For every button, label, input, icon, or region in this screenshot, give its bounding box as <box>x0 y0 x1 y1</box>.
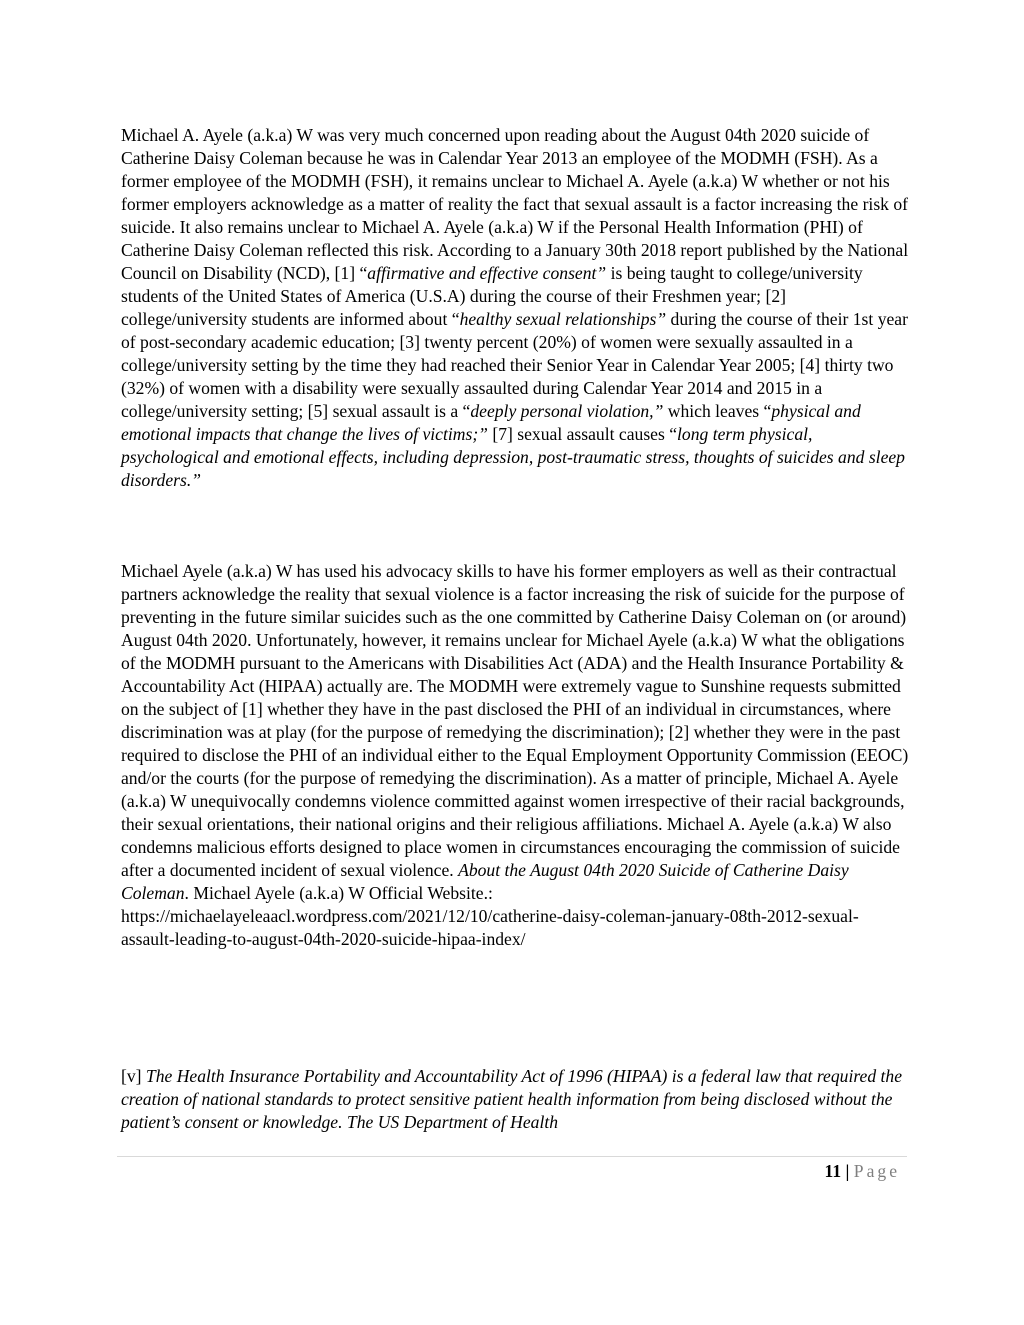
italic-quote: healthy sexual relationships” <box>459 309 667 329</box>
text-run: which leaves “ <box>663 401 772 421</box>
text-run: is being taught to college/university students of the United States of America (U.S.A) during the course of their Freshmen year; [2] college/university students are informed about “ <box>121 263 863 329</box>
italic-quote: affirmative and effective consent” <box>367 263 607 283</box>
italic-quote: deeply personal violation,” <box>470 401 664 421</box>
page-label: Page <box>853 1161 900 1181</box>
text-run-with-url: . Michael Ayele (a.k.a) W Official Website.: https://michaelayeleaacl.wordpress.com/2021/12/10/catherine-daisy-coleman-january-08th-2012-sexual-assault-leading-to-august-04th-2020-suicide-hipaa-index/ <box>121 883 859 949</box>
body-paragraph-1 <box>121 124 911 492</box>
italic-quote: long term physical, psychological and emotional effects, including depression, post-traumatic stress, thoughts of suicides and sleep disorders.” <box>121 424 905 490</box>
italic-title: About the August 04th 2020 Suicide of Catherine Daisy Coleman <box>121 860 849 903</box>
footnote-marker: [v] <box>121 1066 146 1086</box>
text-run: [7] sexual assault causes “ <box>487 424 678 444</box>
body-paragraph-2 <box>121 560 911 951</box>
footer-separator: | <box>841 1161 854 1181</box>
footnote-text: The Health Insurance Portability and Accountability Act of 1996 (HIPAA) is a federal law that required the creation of national standards to protect sensitive patient health information from being disclosed without the patient’s consent or knowledge. The US Department of Health <box>121 1066 903 1132</box>
page-footer <box>825 1160 901 1183</box>
footer-divider <box>117 1156 907 1157</box>
text-run: Michael Ayele (a.k.a) W has used his advocacy skills to have his former employers as well as their contractual partners acknowledge the reality that sexual violence is a factor increasing the risk of suicide for the purpose of preventing in the future similar suicides such as the one committed by Catherine Daisy Coleman on (or around) August 04th 2020. Unfortunately, however, it remains unclear for Michael Ayele (a.k.a) W what the obligations of the MODMH pursuant to the Americans with Disabilities Act (ADA) and the Health Insurance Portability & Accountability Act (HIPAA) actually are. The MODMH were extremely vague to Sunshine requests submitted on the subject of [1] whether they have in the past disclosed the PHI of an individual in circumstances, where discrimination was at play (for the purpose of remedying the discrimination); [2] whether they were in the past required to disclose the PHI of an individual either to the Equal Employment Opportunity Commission (EEOC) and/or the courts (for the purpose of remedying the discrimination). As a matter of principle, Michael A. Ayele (a.k.a) W unequivocally condemns violence committed against women irrespective of their racial backgrounds, their sexual orientations, their national origins and their religious affiliations. Michael A. Ayele (a.k.a) W also condemns malicious efforts designed to place women in circumstances encouraging the commission of suicide after a documented incident of sexual violence. <box>121 561 909 880</box>
text-run: during the course of their 1st year of post-secondary academic education; [3] twenty percent (20%) of women were sexually assaulted in a college/university setting by the time they had reached their Senior Year in Calendar Year 2005; [4] thirty two (32%) of women with a disability were sexually assaulted during Calendar Year 2014 and 2015 in a college/university setting; [5] sexual assault is a “ <box>121 309 908 421</box>
italic-quote: physical and emotional impacts that change the lives of victims;” <box>121 401 861 444</box>
footnote <box>121 1065 911 1134</box>
page-number: 11 <box>824 1161 842 1181</box>
text-run: Michael A. Ayele (a.k.a) W was very much concerned upon reading about the August 04th 2020 suicide of Catherine Daisy Coleman because he was in Calendar Year 2013 an employee of the MODMH (FSH). As a former employee of the MODMH (FSH), it remains unclear to Michael A. Ayele (a.k.a) W whether or not his former employers acknowledge as a matter of reality the fact that sexual assault is a factor increasing the risk of suicide. It also remains unclear to Michael A. Ayele (a.k.a) W if the Personal Health Information (PHI) of Catherine Daisy Coleman reflected this risk. According to a January 30th 2018 report published by the National Council on Disability (NCD), [1] “ <box>121 125 909 283</box>
